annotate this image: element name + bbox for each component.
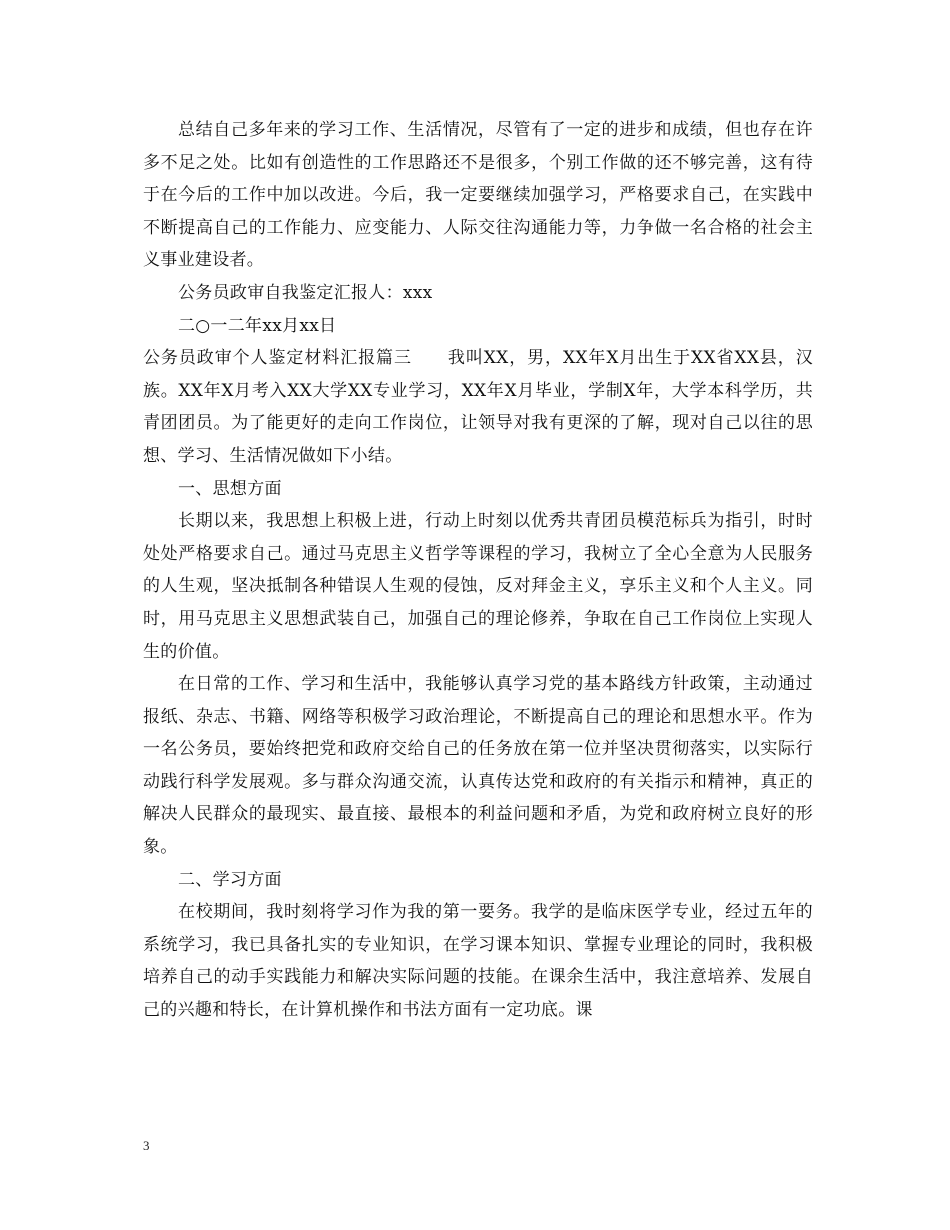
document-body (143, 114, 813, 1027)
paragraph-section-three (143, 342, 813, 472)
paragraph-ideology-1: 长期以来，我思想上积极上进，行动上时刻以优秀共青团员模范标兵为指引，时时处处严格要求自己。通过马克思主义哲学等课程的学习，我树立了全心全意为人民服务的人生观，坚决抵制各种错误人生观的侵蚀，反对拜金主义，享乐主义和个人主义。同时，用马克思主义思想武装自己，加强自己的理论修养，争取在自己工作岗位上实现人生的价值。 (143, 511, 813, 662)
section-three-heading: 公务员政审个人鉴定材料汇报篇三 (143, 348, 412, 369)
section-three-text: 我叫XX，男，XX年X月出生于XX省XX县，汉族。XX年X月考入XX大学XX专业学习，XX年X月毕业，学制X年，大学本科学历，共青团团员。为了能更好的走向工作岗位，让领导对我有更深的了解，现对自己以往的思想、学习、生活情况做如下小结。 (143, 348, 814, 466)
paragraph-ideology-2: 在日常的工作、学习和生活中，我能够认真学习党的基本路线方针政策，主动通过报纸、杂志、书籍、网络等积极学习政治理论，不断提高自己的理论和思想水平。作为一名公务员，要始终把党和政府交给自己的任务放在第一位并坚决贯彻落实，以实际行动践行科学发展观。多与群众沟通交流，认真传达党和政府的有关指示和精神，真正的解决人民群众的最现实、最直接、最根本的利益问题和矛盾，为党和政府树立良好的形象。 (143, 674, 813, 858)
paragraph-date: 二○一二年xx月xx日 (178, 315, 337, 336)
page-number: 3 (143, 1138, 150, 1153)
paragraph-reporter: 公务员政审自我鉴定汇报人：xxx (178, 282, 433, 303)
heading-study: 二、学习方面 (178, 869, 282, 890)
paragraph-summary: 总结自己多年来的学习工作、生活情况，尽管有了一定的进步和成绩，但也存在许多不足之处。比如有创造性的工作思路还不是很多，个别工作做的还不够完善，这有待于在今后的工作中加以改进。今后，我一定要继续加强学习，严格要求自己，在实践中不断提高自己的工作能力、应变能力、人际交往沟通能力等，力争做一名合格的社会主义事业建设者。 (143, 120, 813, 271)
heading-ideology: 一、思想方面 (178, 478, 282, 499)
paragraph-study-1: 在校期间，我时刻将学习作为我的第一要务。我学的是临床医学专业，经过五年的系统学习，我已具备扎实的专业知识，在学习课本知识、掌握专业理论的同时，我积极培养自己的动手实践能力和解决实际问题的技能。在课余生活中，我注意培养、发展自己的兴趣和特长，在计算机操作和书法方面有一定功底。课 (143, 902, 813, 1021)
